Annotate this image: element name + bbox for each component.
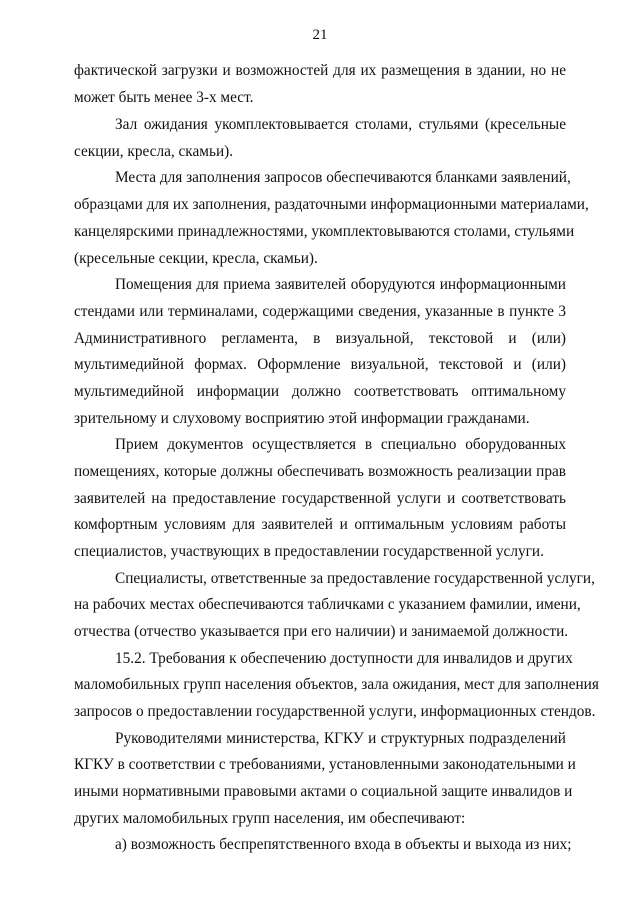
text-line: заявителей на предоставление государственной услуги и соответствовать [74, 490, 566, 507]
text-line: мультимедийной информации должно соответствовать оптимальному [74, 383, 566, 400]
text-line: Административного регламента, в визуальной, текстовой и (или) [74, 330, 566, 347]
text-line: зрительному и слуховому восприятию этой информации гражданами. [74, 410, 530, 427]
text-line: секции, кресла, скамьи). [74, 143, 234, 160]
page-number: 21 [312, 27, 328, 43]
text-line: других маломобильных групп населения, им обеспечивают: [74, 810, 466, 827]
text-line: канцелярскими принадлежностями, укомплектовываются столами, стульями [74, 223, 575, 240]
text-line: отчества (отчество указывается при его наличии) и занимаемой должности. [74, 623, 569, 640]
text-line: запросов о предоставлении государственной услуги, информационных стендов. [74, 703, 596, 720]
text-line: специалистов, участвующих в предоставлении государственной услуги. [74, 543, 544, 560]
text-line: комфортным условиям для заявителей и оптимальным условиям работы [74, 516, 566, 533]
text-line: (кресельные секции, кресла, скамьи). [74, 250, 318, 267]
paragraph-first-line: Руководителями министерства, КГКУ и структурных подразделений [115, 730, 566, 747]
paragraph-first-line: Помещения для приема заявителей оборудуются информационными [115, 276, 566, 293]
text-line: фактической загрузки и возможностей для их размещения в здании, но не [74, 62, 566, 79]
text-line: помещениях, которые должны обеспечивать возможность реализации прав [74, 463, 566, 480]
text-line: может быть менее 3-х мест. [74, 89, 254, 106]
text-line: КГКУ в соответствии с требованиями, установленными законодательными и [74, 756, 576, 773]
text-line: на рабочих местах обеспечиваются табличками с указанием фамилии, имени, [74, 596, 581, 613]
paragraph-first-line: Прием документов осуществляется в специально оборудованных [115, 436, 566, 453]
text-line: маломобильных групп населения объектов, зала ожидания, мест для заполнения [74, 676, 599, 693]
text-line: стендами или терминалами, содержащими сведения, указанные в пункте 3 [74, 303, 566, 320]
text-line: иными нормативными правовыми актами о социальной защите инвалидов и [74, 783, 573, 800]
paragraph-first-line: Специалисты, ответственные за предоставление государственной услуги, [115, 570, 595, 587]
text-line: мультимедийной формах. Оформление визуальной, текстовой и (или) [74, 356, 566, 373]
paragraph-first-line: Места для заполнения запросов обеспечиваются бланками заявлений, [115, 169, 571, 186]
paragraph-first-line: Зал ожидания укомплектовывается столами, стульями (кресельные [115, 116, 566, 133]
text-line: образцами для их заполнения, раздаточными информационными материалами, [74, 196, 589, 213]
list-item: а) возможность беспрепятственного входа в объекты и выхода из них; [115, 836, 572, 853]
section-heading-line: 15.2. Требования к обеспечению доступности для инвалидов и других [115, 650, 573, 667]
